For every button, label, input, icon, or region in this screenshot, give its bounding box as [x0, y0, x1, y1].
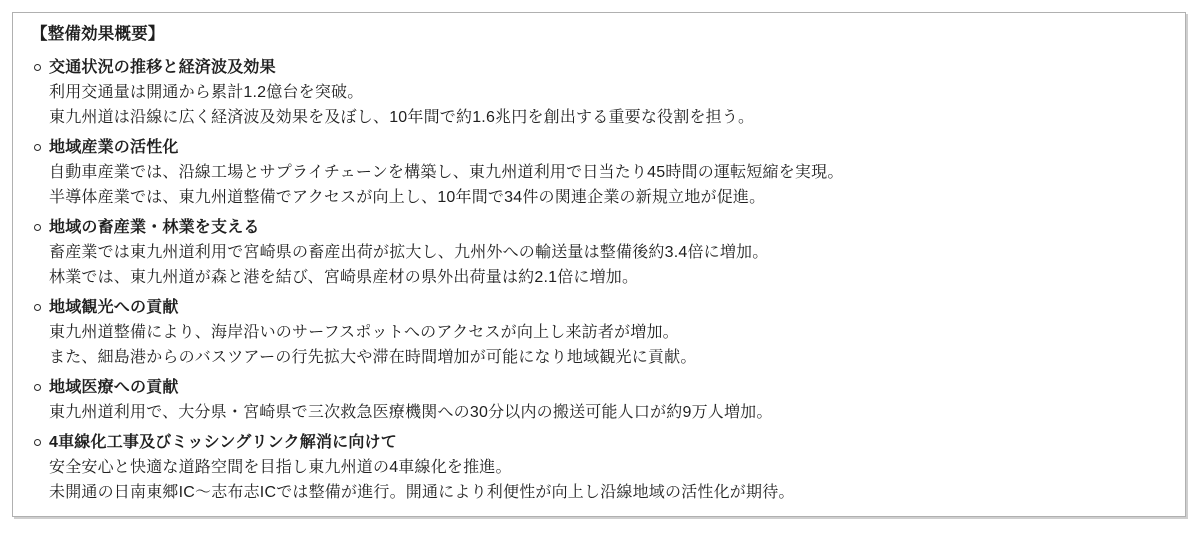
section-traffic-economy [31, 55, 1167, 130]
section-heading: 地域の畜産業・林業を支える [49, 219, 260, 236]
body-line: 半導体産業では、東九州道整備でアクセスが向上し、10年間で34件の関連企業の新規立地が促進。 [49, 189, 766, 206]
circle-bullet-icon [31, 430, 49, 455]
body-line: 林業では、東九州道が森と港を結び、宮崎県産材の県外出荷量は約2.1倍に増加。 [49, 269, 639, 286]
section-heading: 地域産業の活性化 [49, 139, 179, 156]
body-line: 安全安心と快適な道路空間を目指し東九州道の4車線化を推進。 [49, 459, 512, 476]
body-line: 東九州道利用で、大分県・宮崎県で三次救急医療機関への30分以内の搬送可能人口が約9万人増加。 [49, 404, 773, 421]
section-body [31, 160, 1167, 210]
section-heading: 地域観光への貢献 [49, 299, 179, 316]
section-heading: 4車線化工事及びミッシングリンク解消に向けて [49, 434, 397, 451]
circle-bullet-icon [31, 135, 49, 160]
body-line: 東九州道は沿線に広く経済波及効果を及ぼし、10年間で約1.6兆円を創出する重要な役割を担う。 [49, 109, 755, 126]
body-line: 利用交通量は開通から累計1.2億台を突破。 [49, 84, 364, 101]
section-heading: 地域医療への貢献 [49, 379, 179, 396]
section-body [31, 320, 1167, 370]
section-head-row [31, 135, 1167, 160]
circle-bullet-icon [31, 375, 49, 400]
circle-bullet-icon [31, 215, 49, 240]
body-line: 畜産業では東九州道利用で宮崎県の畜産出荷が拡大し、九州外への輸送量は整備後約3.4倍に増加。 [49, 244, 769, 261]
section-body [31, 80, 1167, 130]
section-industry [31, 135, 1167, 210]
section-head-row [31, 375, 1167, 400]
summary-panel [12, 12, 1186, 517]
section-head-row [31, 215, 1167, 240]
circle-bullet-icon [31, 295, 49, 320]
body-line: 東九州道整備により、海岸沿いのサーフスポットへのアクセスが向上し来訪者が増加。 [49, 324, 679, 341]
section-heading: 交通状況の推移と経済波及効果 [49, 59, 276, 76]
section-head-row [31, 295, 1167, 320]
section-four-lane-missing-link [31, 430, 1167, 505]
body-line: また、細島港からのバスツアーの行先拡大や滞在時間増加が可能になり地域観光に貢献。 [49, 349, 697, 366]
section-body [31, 240, 1167, 290]
section-body [31, 400, 1167, 425]
section-body [31, 455, 1167, 505]
section-medical [31, 375, 1167, 425]
section-tourism [31, 295, 1167, 370]
panel-title: 【整備効果概要】 [31, 25, 165, 43]
body-line: 自動車産業では、沿線工場とサプライチェーンを構築し、東九州道利用で日当たり45時間の運転短縮を実現。 [49, 164, 844, 181]
section-livestock-forestry [31, 215, 1167, 290]
circle-bullet-icon [31, 55, 49, 80]
section-head-row [31, 430, 1167, 455]
section-head-row [31, 55, 1167, 80]
body-line: 未開通の日南東郷IC～志布志ICでは整備が進行。開通により利便性が向上し沿線地域の活性化が期待。 [49, 484, 795, 501]
